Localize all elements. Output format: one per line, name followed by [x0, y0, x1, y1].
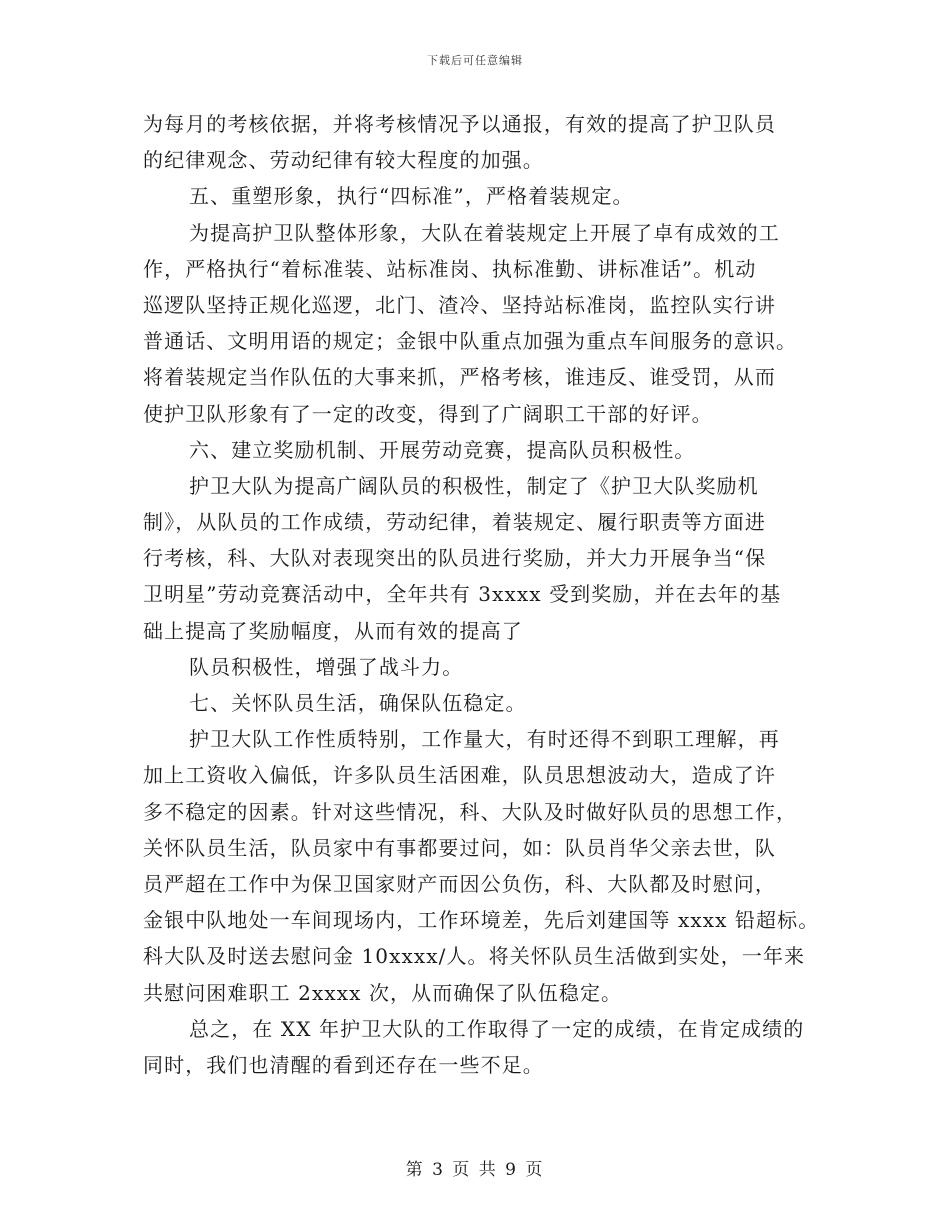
- text-line: 巡逻队坚持正规化巡逻，北门、渣冷、坚持站标准岗，监控队实行讲: [143, 292, 776, 317]
- text-line: 同时，我们也清醒的看到还存在一些不足。: [143, 1052, 544, 1077]
- text-line: 关怀队员生活，队员家中有事都要过问，如：队员肖华父亲去世，队: [143, 835, 776, 860]
- text-line: 队员积极性，增强了战斗力。: [189, 654, 464, 679]
- header-note: 下载后可任意编辑: [427, 54, 523, 67]
- text-line: 总之，在 XX 年护卫大队的工作取得了一定的成绩，在肯定成绩的: [189, 1016, 805, 1041]
- text-line: 使护卫队形象有了一定的改变，得到了广阔职工干部的好评。: [143, 401, 713, 426]
- document-body: [143, 106, 820, 1083]
- text-line: 共慰问困难职工 2xxxx 次，从而确保了队伍稳定。: [143, 980, 623, 1005]
- text-line: 五、重塑形象，执行“四标准”，严格着装规定。: [189, 184, 634, 209]
- text-line: 七、关怀队员生活，确保队伍稳定。: [189, 691, 527, 715]
- text-line: 护卫大队工作性质特别，工作量大，有时还得不到职工理解，再: [189, 727, 780, 752]
- page-number: 第 3 页 共 9 页: [405, 1160, 545, 1180]
- text-line: 为每月的考核依据，并将考核情况予以通报，有效的提高了护卫队员: [143, 112, 776, 136]
- text-line: 卫明星”劳动竞赛活动中，全年共有 3xxxx 受到奖励，并在去年的基: [143, 582, 782, 607]
- text-line: 多不稳定的因素。针对这些情况，科、大队及时做好队员的思想工作，: [143, 799, 798, 824]
- text-line: 金银中队地处一车间现场内，工作环境差，先后刘建国等 xxxx 铅超标。: [143, 908, 820, 933]
- text-line: 六、建立奖励机制、开展劳动竞赛，提高队员积极性。: [189, 437, 696, 462]
- text-line: 的纪律观念、劳动纪律有较大程度的加强。: [143, 148, 544, 173]
- text-line: 加上工资收入偏低，许多队员生活困难，队员思想波动大，造成了许: [143, 763, 776, 788]
- text-line: 护卫大队为提高广阔队员的积极性，制定了《护卫大队奖励机: [189, 473, 759, 498]
- text-line: 将着装规定当作队伍的大事来抓，严格考核，谁违反、谁受罚，从而: [143, 365, 776, 390]
- text-line: 制》，从队员的工作成绩，劳动纪律，着装规定、履行职责等方面进: [143, 510, 766, 535]
- text-line: 行考核，科、大队对表现突出的队员进行奖励，并大力开展争当“保: [143, 546, 767, 571]
- text-line: 作，严格执行“着标准装、站标准岗、执标准勤、讲标准话”。机动: [143, 256, 757, 281]
- text-line: 础上提高了奖励幅度，从而有效的提高了: [143, 618, 523, 643]
- text-line: 科大队及时送去慰问金 10xxxx/人。将关怀队员生活做到实处，一年来: [143, 944, 806, 969]
- text-line: 员严超在工作中为保卫国家财产而因公负伤，科、大队都及时慰问，: [143, 871, 776, 896]
- text-line: 为提高护卫队整体形象，大队在着装规定上开展了卓有成效的工: [189, 220, 780, 245]
- text-line: 普通话、文明用语的规定；金银中队重点加强为重点车间服务的意识。: [143, 329, 798, 354]
